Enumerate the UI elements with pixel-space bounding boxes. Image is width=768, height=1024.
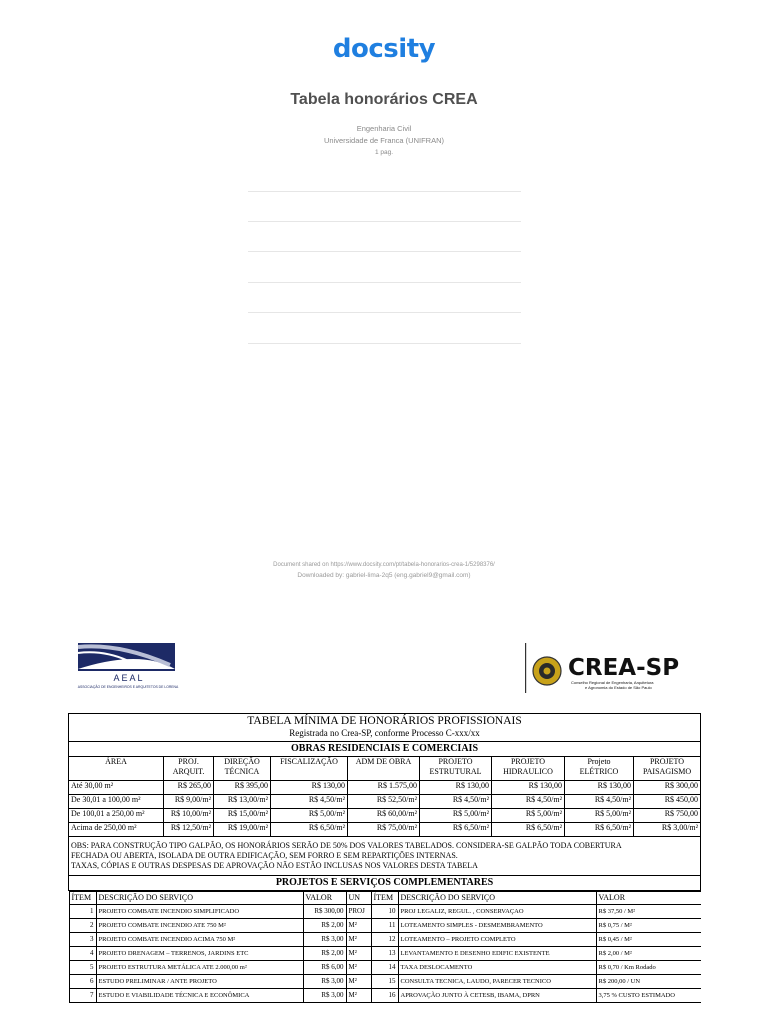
price-cell: R$ 5,00/m²	[565, 809, 634, 823]
column-header-adm-obra: ADM DE OBRA	[348, 757, 420, 781]
price-cell: R$ 13,00/m²	[214, 795, 271, 809]
price-cell: R$ 6,50/m²	[565, 823, 634, 837]
services-table	[69, 891, 701, 1003]
price-cell: R$ 450,00	[634, 795, 701, 809]
area-cell: De 30,01 a 100,00 m²	[69, 795, 164, 809]
column-header-area: ÁREA	[69, 757, 164, 781]
price-cell: R$ 4,50/m²	[271, 795, 348, 809]
area-cell: Até 30,00 m²	[69, 781, 164, 795]
item-number: 12	[371, 933, 398, 947]
service-value: R$ 3,00	[303, 975, 346, 989]
table-title: TABELA MÍNIMA DE HONORÁRIOS PROFISSIONAIS	[69, 714, 701, 729]
service-value: R$ 3,00	[303, 933, 346, 947]
service-description: TAXA DESLOCAMENTO	[398, 961, 596, 975]
price-cell: R$ 4,50/m²	[420, 795, 492, 809]
downloaded-notice: Downloaded by: gabriel-lima-2q5 (eng.gabriel9@gmail.com)	[297, 572, 471, 579]
table-row	[69, 809, 701, 823]
area-cell: Acima de 250,00 m²	[69, 823, 164, 837]
service-description: LOTEAMENTO – PROJETO COMPLETO	[398, 933, 596, 947]
column-header-item: ÍTEM	[69, 892, 96, 905]
column-header-valor: VALOR	[596, 892, 701, 905]
crea-sp-name: CREA-SP	[568, 655, 680, 681]
shared-notice: Document shared on https://www.docsity.com/pt/tabela-honorarios-crea-1/5298376/	[273, 562, 495, 568]
section-heading: OBRAS RESIDENCIAIS E COMERCIAIS	[69, 742, 701, 757]
column-header-valor: VALOR	[303, 892, 346, 905]
observations	[69, 837, 701, 876]
price-cell: R$ 395,00	[214, 781, 271, 795]
price-cell: R$ 6,50/m²	[271, 823, 348, 837]
divider	[248, 191, 521, 192]
item-number: 4	[69, 947, 96, 961]
item-number: 1	[69, 905, 96, 919]
service-value: 3,75 % CUSTO ESTIMADO	[596, 989, 701, 1003]
item-number: 6	[69, 975, 96, 989]
area-cell: De 100,01 a 250,00 m²	[69, 809, 164, 823]
crea-sp-caption-1: Conselho Regional de Engenharia, Arquitetura	[571, 680, 654, 685]
table-row	[69, 961, 701, 975]
divider	[248, 221, 521, 222]
price-cell: R$ 130,00	[420, 781, 492, 795]
divider	[248, 251, 521, 252]
document-pages: 1 pag.	[374, 149, 394, 156]
aeal-letters: A E A L	[113, 673, 143, 683]
table-row	[69, 919, 701, 933]
aeal-logo	[70, 641, 190, 691]
item-number: 5	[69, 961, 96, 975]
price-cell: R$ 75,00/m²	[348, 823, 420, 837]
divider	[248, 282, 521, 283]
divider	[248, 343, 521, 344]
item-number: 13	[371, 947, 398, 961]
service-unit: M²	[346, 933, 371, 947]
price-cell: R$ 12,50/m²	[164, 823, 214, 837]
table-row	[69, 933, 701, 947]
price-cell: R$ 265,00	[164, 781, 214, 795]
section-heading: PROJETOS E SERVIÇOS COMPLEMENTARES	[69, 876, 701, 891]
price-cell: R$ 3,00/m²	[634, 823, 701, 837]
table-row	[69, 947, 701, 961]
price-cell: R$ 130,00	[492, 781, 565, 795]
price-cell: R$ 1.575,00	[348, 781, 420, 795]
price-cell: R$ 4,50/m²	[492, 795, 565, 809]
service-value: R$ 6,00	[303, 961, 346, 975]
price-cell: R$ 60,00/m²	[348, 809, 420, 823]
service-value: R$ 300,00	[303, 905, 346, 919]
observation-line: TAXAS, CÓPIAS E OUTRAS DESPESAS DE APROVAÇÃO NÃO ESTÃO INCLUSAS NOS VALORES DESTA TABELA	[71, 861, 478, 870]
service-value: R$ 0,75 / M²	[596, 919, 701, 933]
item-number: 15	[371, 975, 398, 989]
item-number: 16	[371, 989, 398, 1003]
document-university: Universidade de Franca (UNIFRAN)	[323, 136, 445, 145]
price-cell: R$ 5,00/m²	[492, 809, 565, 823]
service-description: PROJETO DRENAGEM – TERRENOS, JARDINS ETC	[96, 947, 303, 961]
service-unit: M²	[346, 989, 371, 1003]
price-cell: R$ 5,00/m²	[420, 809, 492, 823]
item-number: 11	[371, 919, 398, 933]
column-header-proj-arquit: PROJ. ARQUIT.	[164, 757, 214, 781]
service-description: PROJETO COMBATE INCENDIO ATE 750 M²	[96, 919, 303, 933]
service-description: PROJ LEGALIZ, REGUL. , CONSERVAÇAO	[398, 905, 596, 919]
item-number: 7	[69, 989, 96, 1003]
service-description: PROJETO COMBATE INCENDIO ACIMA 750 M²	[96, 933, 303, 947]
column-header-un: UN	[346, 892, 371, 905]
service-unit: M²	[346, 961, 371, 975]
table-row	[69, 975, 701, 989]
service-value: R$ 2,00 / M²	[596, 947, 701, 961]
price-cell: R$ 130,00	[565, 781, 634, 795]
aeal-caption: ASSOCIAÇÃO DE ENGENHEIROS E ARQUITETOS DE LORENA	[77, 685, 179, 689]
column-header-direcao-tecnica: DIREÇÃO TÉCNICA	[214, 757, 271, 781]
column-header-projeto-hidraulico: PROJETO HIDRAULICO	[492, 757, 565, 781]
divider	[248, 312, 521, 313]
service-value: R$ 3,00	[303, 989, 346, 1003]
item-number: 2	[69, 919, 96, 933]
column-header-projeto-eletrico: Projeto ELÉTRICO	[565, 757, 634, 781]
service-value: R$ 37,50 / M²	[596, 905, 701, 919]
service-value: R$ 200,00 / UN	[596, 975, 701, 989]
service-description: APROVAÇÃO JUNTO À CETESB, IBAMA, DPRN	[398, 989, 596, 1003]
service-description: ESTUDO PRELIMINAR / ANTE PROJETO	[96, 975, 303, 989]
table-row	[69, 905, 701, 919]
document-subject: Engenharia Civil	[356, 124, 412, 133]
service-value: R$ 2,00	[303, 919, 346, 933]
price-cell: R$ 9,00/m²	[164, 795, 214, 809]
table-row	[69, 823, 701, 837]
service-value: R$ 0,70 / Km Rodado	[596, 961, 701, 975]
column-header-projeto-paisagismo: PROJETO PAISAGISMO	[634, 757, 701, 781]
service-description: PROJETO COMBATE INCENDIO SIMPLIFICADO	[96, 905, 303, 919]
table-subtitle: Registrada no Crea-SP, conforme Processo C-xxx/xx	[69, 728, 701, 742]
service-description: ESTUDO E VIABILIDADE TÉCNICA E ECONÔMICA	[96, 989, 303, 1003]
table-row	[69, 795, 701, 809]
column-header-descricao: DESCRIÇÃO DO SERVIÇO	[398, 892, 596, 905]
crea-sp-caption-2: e Agronomia do Estado de São Paulo	[585, 685, 652, 690]
item-number: 14	[371, 961, 398, 975]
price-cell: R$ 19,00/m²	[214, 823, 271, 837]
service-description: LEVANTAMENTO E DESENHO EDIFIC EXISTENTE	[398, 947, 596, 961]
price-cell: R$ 52,50/m²	[348, 795, 420, 809]
price-cell: R$ 10,00/m²	[164, 809, 214, 823]
docsity-logo[interactable]: docsity	[332, 34, 436, 64]
document-title: Tabela honorários CREA	[290, 91, 478, 108]
column-header-projeto-estrutural: PROJETO ESTRUTURAL	[420, 757, 492, 781]
service-description: CONSULTA TECNICA, LAUDO, PARECER TECNICO	[398, 975, 596, 989]
price-cell: R$ 750,00	[634, 809, 701, 823]
honorarios-table	[68, 713, 701, 1003]
service-unit: M²	[346, 947, 371, 961]
service-description: LOTEAMENTO SIMPLES - DESMEMBRAMENTO	[398, 919, 596, 933]
observation-line: FECHADA OU ABERTA, ISOLADA DE OUTRA EDIFICAÇÃO, SEM FORRO E SEM REPARTIÇÕES INTERNAS.	[71, 851, 458, 860]
table-row	[69, 781, 701, 795]
crea-sp-logo	[525, 643, 700, 693]
column-header-descricao: DESCRIÇÃO DO SERVIÇO	[96, 892, 303, 905]
service-unit: M²	[346, 975, 371, 989]
service-description: PROJETO ESTRUTURA METÁLICA ATE 2.000,00 m²	[96, 961, 303, 975]
price-cell: R$ 130,00	[271, 781, 348, 795]
item-number: 3	[69, 933, 96, 947]
service-unit: M²	[346, 919, 371, 933]
service-unit: PROJ	[346, 905, 371, 919]
price-cell: R$ 5,00/m²	[271, 809, 348, 823]
service-value: R$ 0,45 / M²	[596, 933, 701, 947]
price-cell: R$ 4,50/m²	[565, 795, 634, 809]
service-value: R$ 2,00	[303, 947, 346, 961]
observation-line: OBS: PARA CONSTRUÇÃO TIPO GALPÃO, OS HONORÁRIOS SERÃO DE 50% DOS VALORES TABELADOS. CONSIDERA-SE GALPÃO TODA COBERTURA	[71, 841, 622, 850]
price-cell: R$ 300,00	[634, 781, 701, 795]
column-header-item: ÍTEM	[371, 892, 398, 905]
item-number: 10	[371, 905, 398, 919]
column-header-fiscalizacao: FISCALIZAÇÃO	[271, 757, 348, 781]
price-cell: R$ 15,00/m²	[214, 809, 271, 823]
table-row	[69, 989, 701, 1003]
price-cell: R$ 6,50/m²	[420, 823, 492, 837]
price-cell: R$ 6,50/m²	[492, 823, 565, 837]
